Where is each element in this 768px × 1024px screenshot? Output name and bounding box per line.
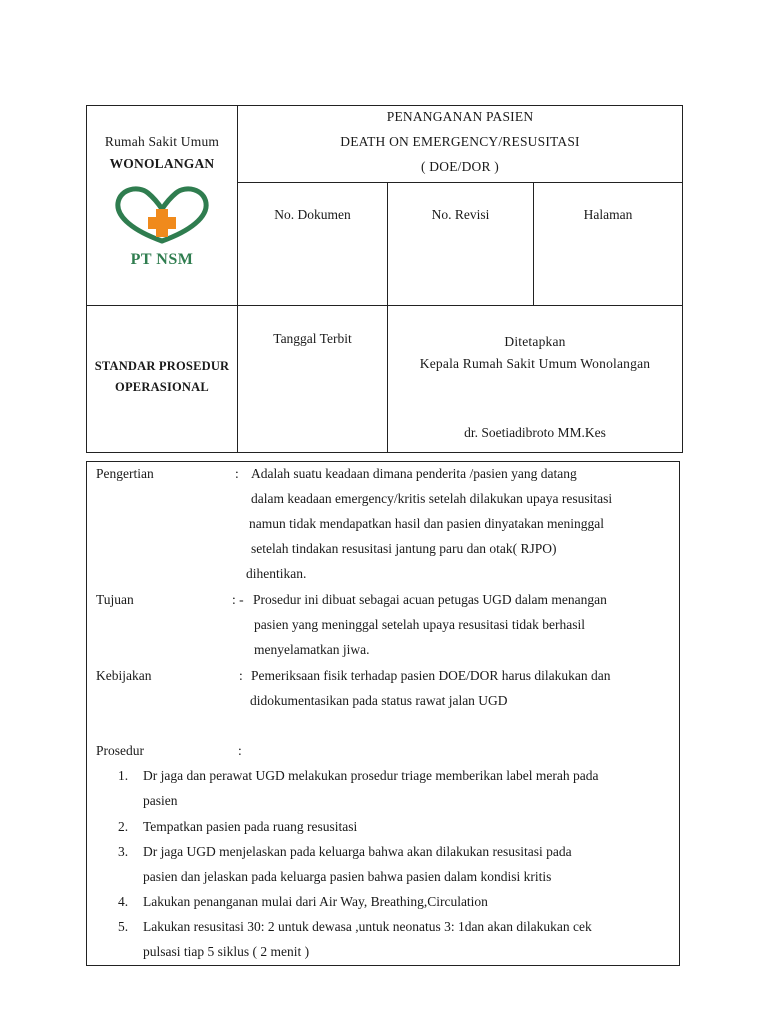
no-revisi-label: No. Revisi	[431, 207, 490, 222]
prosedur-item-line: Lakukan resusitasi 30: 2 untuk dewasa ,untuk neonatus 3: 1dan akan dilakukan cek	[143, 919, 592, 934]
tanggal-terbit-cell	[238, 306, 388, 453]
tanggal-terbit-label: Tanggal Terbit	[273, 331, 352, 346]
kepala-label: Kepala Rumah Sakit Umum Wonolangan	[419, 356, 651, 371]
prosedur-item-number: 5.	[118, 919, 129, 934]
pengertian-line: namun tidak mendapatkan hasil dan pasien dinyatakan meninggal	[249, 516, 605, 531]
prosedur-label: Prosedur	[96, 743, 144, 758]
prosedur-item-number: 4.	[118, 894, 129, 909]
document-title-line2: DEATH ON EMERGENCY/RESUSITASI	[340, 134, 580, 149]
tujuan-line: menyelamatkan jiwa.	[254, 642, 370, 657]
ditetapkan-cell	[388, 306, 683, 453]
pengertian-line: dalam keadaan emergency/kritis setelah dilakukan upaya resusitasi	[251, 491, 613, 506]
tujuan-line: pasien yang meninggal setelah upaya resusitasi tidak berhasil	[254, 617, 586, 632]
halaman-cell	[534, 183, 683, 306]
prosedur-item-line: Dr jaga UGD menjelaskan pada keluarga bahwa akan dilakukan resusitasi pada	[143, 844, 572, 859]
kebijakan-colon: :	[239, 668, 243, 683]
heart-logo-icon	[112, 183, 212, 249]
hospital-logo	[112, 183, 212, 268]
hospital-cell	[87, 106, 238, 306]
prosedur-item-line: pulsasi tiap 5 siklus ( 2 menit )	[143, 944, 310, 959]
tujuan-line: Prosedur ini dibuat sebagai acuan petugas UGD dalam menangan	[253, 592, 607, 607]
tujuan-colon: : -	[232, 592, 244, 607]
header-table	[86, 105, 683, 453]
procedure-body	[86, 461, 680, 966]
logo-text: PT NSM	[130, 251, 194, 268]
pengertian-line: dihentikan.	[246, 566, 307, 581]
hospital-name: Rumah Sakit Umum	[104, 134, 220, 149]
prosedur-item-line: Tempatkan pasien pada ruang resusitasi	[143, 819, 358, 834]
no-dokumen-cell	[238, 183, 388, 306]
prosedur-colon: :	[238, 743, 242, 758]
ditetapkan-label: Ditetapkan	[504, 334, 566, 349]
pengertian-line: Adalah suatu keadaan dimana penderita /pasien yang datang	[251, 466, 577, 481]
prosedur-item-number: 3.	[118, 844, 129, 859]
pengertian-label: Pengertian	[96, 466, 154, 481]
title-cell	[238, 106, 683, 183]
sop-cell	[87, 306, 238, 453]
kebijakan-label: Kebijakan	[96, 668, 152, 683]
kebijakan-line: didokumentasikan pada status rawat jalan UGD	[250, 693, 508, 708]
tujuan-label: Tujuan	[96, 592, 134, 607]
prosedur-item-line: Lakukan penanganan mulai dari Air Way, Breathing,Circulation	[143, 894, 488, 909]
prosedur-item-number: 1.	[118, 768, 129, 783]
pengertian-colon: :	[235, 466, 239, 481]
prosedur-item-line: pasien dan jelaskan pada keluarga pasien bahwa pasien dalam kondisi kritis	[143, 869, 552, 884]
no-dokumen-label: No. Dokumen	[274, 207, 351, 222]
prosedur-item-line: pasien	[143, 793, 178, 808]
sop-title-line2: OPERASIONAL	[115, 380, 209, 394]
signer-name: dr. Soetiadibroto MM.Kes	[464, 425, 606, 440]
prosedur-item-number: 2.	[118, 819, 129, 834]
document-title-line1: PENANGANAN PASIEN	[386, 109, 534, 124]
document-title-line3: ( DOE/DOR )	[421, 159, 499, 174]
pengertian-line: setelah tindakan resusitasi jantung paru dan otak( RJPO)	[251, 541, 557, 556]
prosedur-item-line: Dr jaga dan perawat UGD melakukan prosedur triage memberikan label merah pada	[143, 768, 599, 783]
hospital-location: WONOLANGAN	[109, 156, 215, 171]
halaman-label: Halaman	[583, 207, 633, 222]
sop-title-line1: STANDAR PROSEDUR	[94, 359, 230, 373]
kebijakan-line: Pemeriksaan fisik terhadap pasien DOE/DOR harus dilakukan dan	[251, 668, 611, 683]
no-revisi-cell	[388, 183, 534, 306]
